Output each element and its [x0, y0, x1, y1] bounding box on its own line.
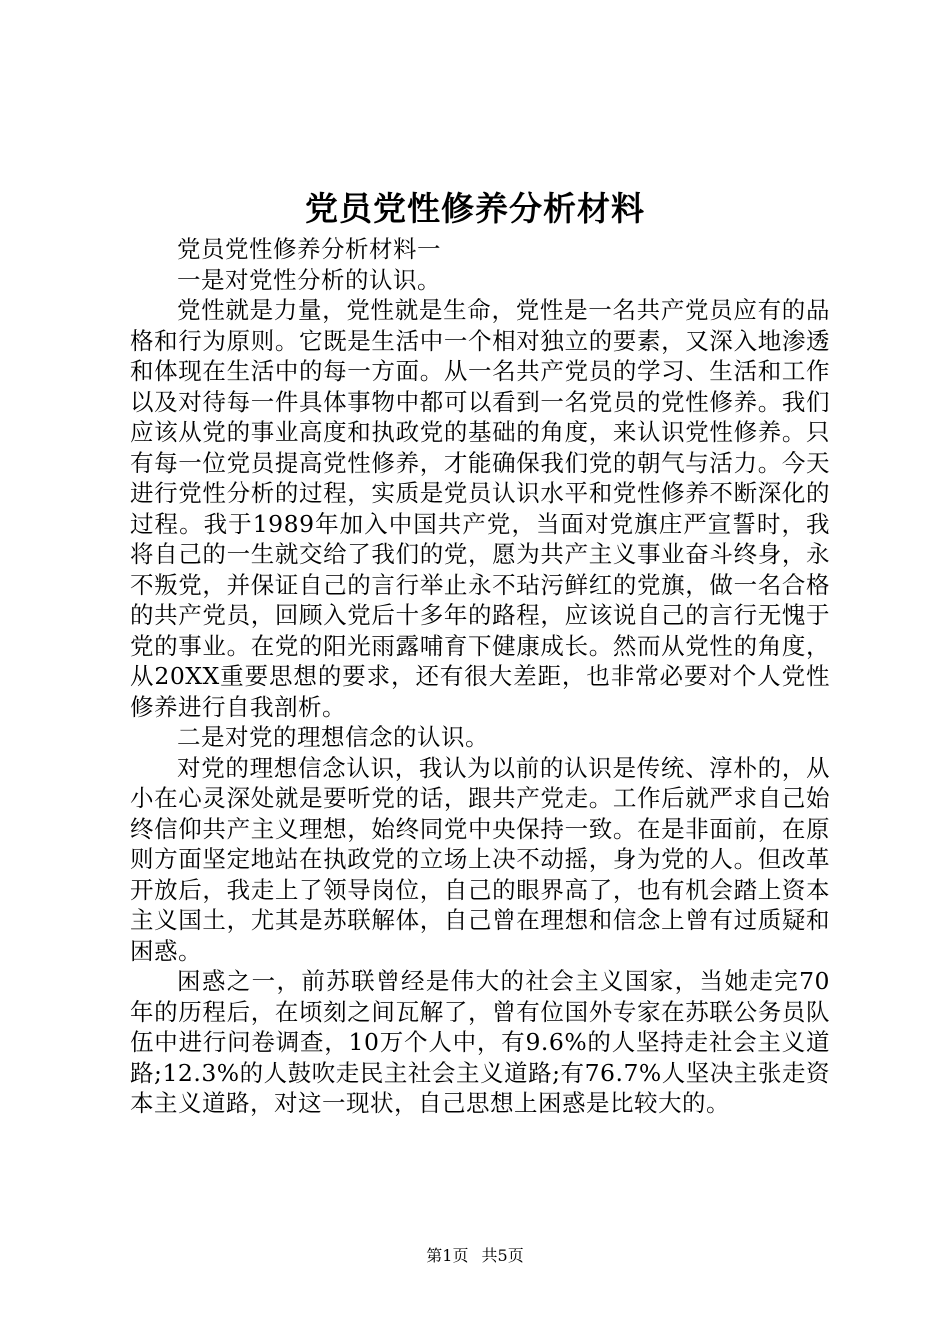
paragraph: 困惑之一，前苏联曾经是伟大的社会主义国家，当她走完70年的历程后，在顷刻之间瓦解了，曾有位国外专家在苏联公务员队伍中进行问卷调查，10万个人中，有9.6%的人坚持走社会主义道路;12.3%的人鼓吹走民主社会主义道路;有76.7%人坚决主张走资本主义道路，对这一现状，自己思想上困惑是比较大的。 [130, 967, 830, 1117]
paragraph: 对党的理想信念认识，我认为以前的认识是传统、淳朴的，从小在心灵深处就是要听党的话，跟共产党走。工作后就严求自己始终信仰共产主义理想，始终同党中央保持一致。在是非面前，在原则方面坚定地站在执政党的立场上决不动摇，身为党的人。但改革开放后，我走上了领导岗位，自己的眼界高了，也有机会踏上资本主义国土，尤其是苏联解体，自己曾在理想和信念上曾有过质疑和困惑。 [130, 753, 830, 965]
subheading-1: 一是对党性分析的认识。 [177, 265, 441, 294]
subheading-2: 二是对党的理想信念的认识。 [177, 723, 489, 751]
page-number: 第1页 [426, 1246, 469, 1265]
section-heading: 党员党性修养分析材料一 [177, 235, 441, 263]
page-total: 共5页 [481, 1246, 524, 1265]
document-title: 党员党性修养分析材料 [305, 189, 645, 228]
document-body [130, 234, 830, 1119]
paragraph: 党性就是力量，党性就是生命，党性是一名共产党员应有的品格和行为原则。它既是生活中一个相对独立的要素，又深入地渗透和体现在生活中的每一方面。从一名共产党员的学习、生活和工作以及对待每一件具体事物中都可以看到一名党员的党性修养。我们应该从党的事业高度和执政党的基础的角度，来认识党性修养。只有每一位党员提高党性修养，才能确保我们党的朝气与活力。今天进行党性分析的过程，实质是党员认识水平和党性修养不断深化的过程。我于1989年加入中国共产党，当面对党旗庄严宣誓时，我将自己的一生就交给了我们的党，愿为共产主义事业奋斗终身，永不叛党，并保证自己的言行举止永不玷污鲜红的党旗，做一名合格的共产党员，回顾入党后十多年的路程，应该说自己的言行无愧于党的事业。在党的阳光雨露哺育下健康成长。然而从党性的角度，从20XX重要思想的要求，还有很大差距，也非常必要对个人党性修养进行自我剖析。 [130, 296, 830, 721]
page-footer [0, 1245, 950, 1267]
